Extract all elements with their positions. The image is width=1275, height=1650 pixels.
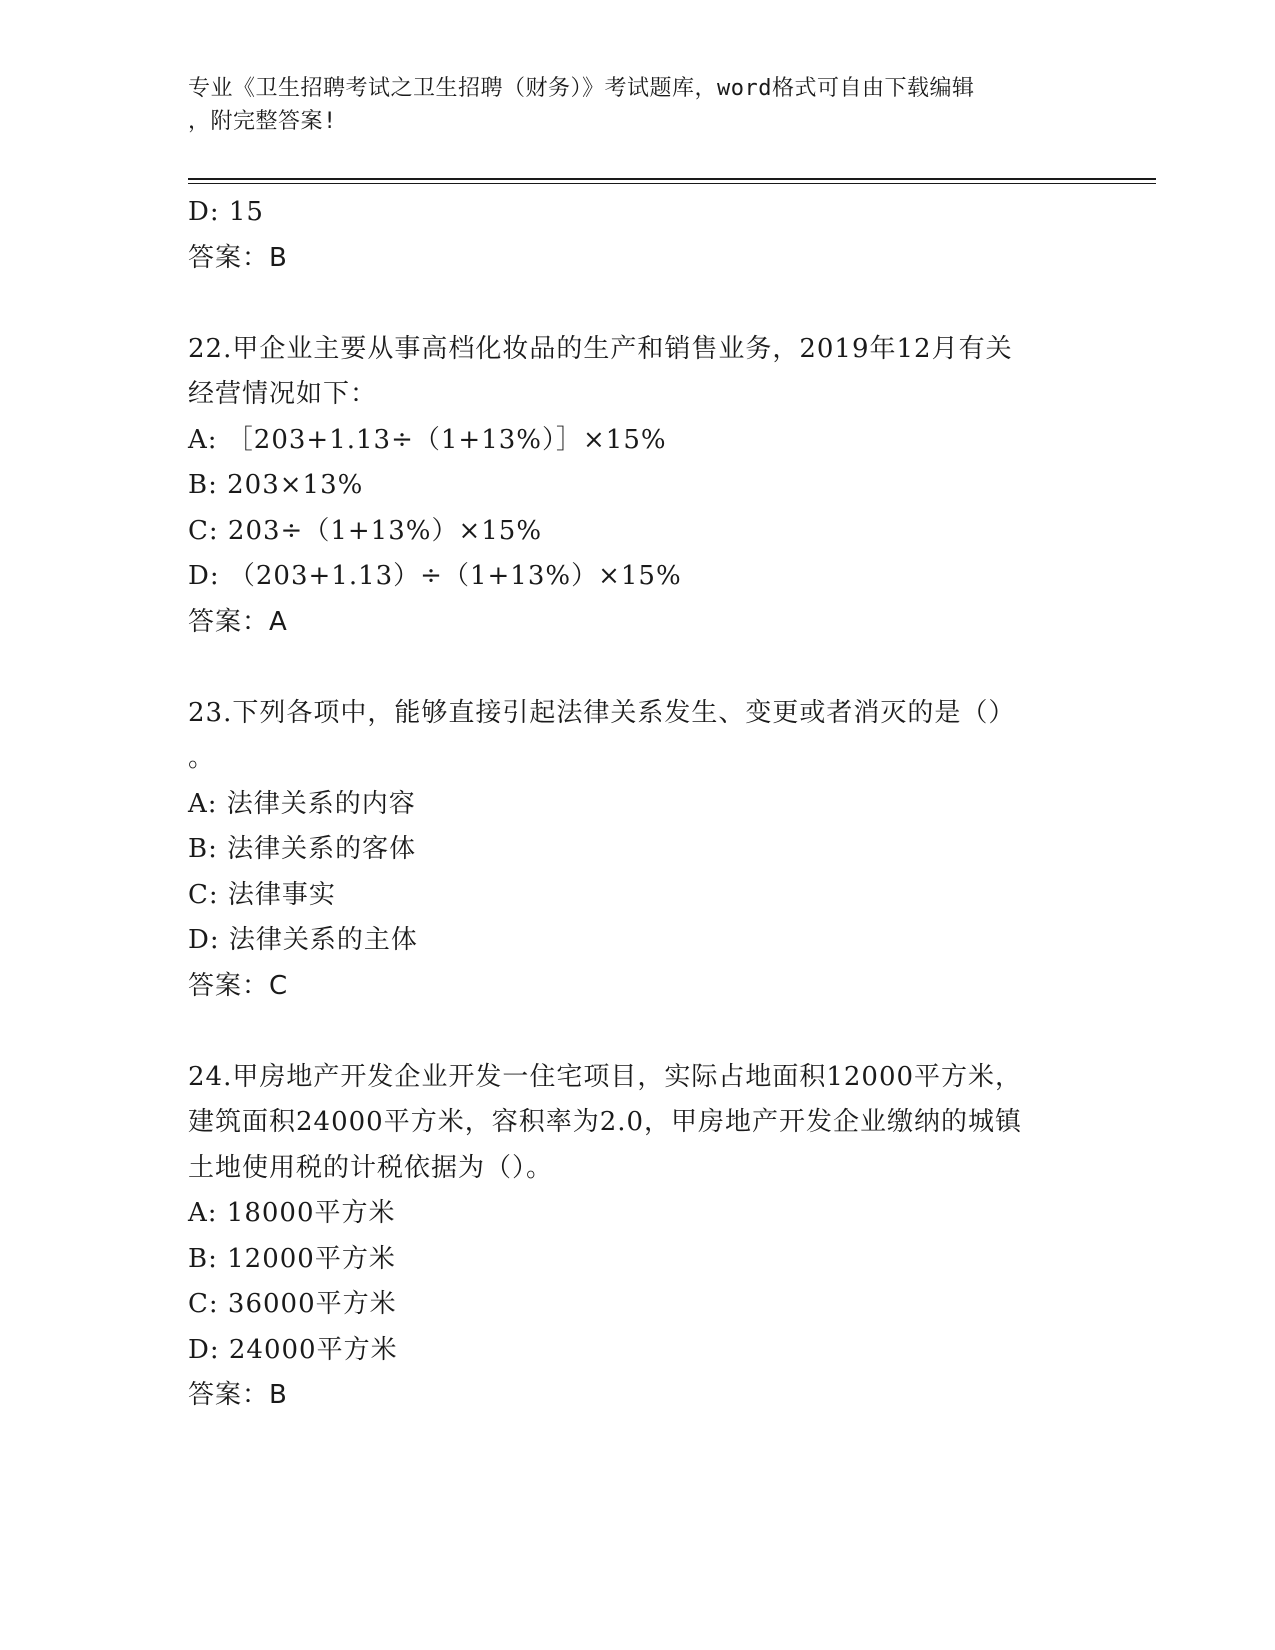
question-text-line: 土地使用税的计税依据为（）。	[188, 1152, 554, 1183]
question-24	[188, 1055, 1088, 1419]
header-divider-thin	[188, 183, 1156, 184]
question-text-line: 24.甲房地产开发企业开发一住宅项目，实际占地面积12000平方米，	[188, 1061, 1023, 1092]
prev-option-d: D: 15	[188, 197, 264, 227]
answer-line: 答案：C	[188, 970, 289, 1001]
option-b: B: 203×13%	[188, 470, 364, 500]
question-text-line: 22.甲企业主要从事高档化妆品的生产和销售业务，2019年12月有关	[188, 333, 1013, 364]
option-d: D: 24000平方米	[188, 1334, 398, 1365]
option-c: C: 36000平方米	[188, 1289, 397, 1319]
question-22	[188, 327, 1088, 646]
question-text-line: 23.下列各项中，能够直接引起法律关系发生、变更或者消灭的是（）	[188, 697, 1016, 728]
page-header	[188, 72, 1068, 138]
option-a: A: ［203+1.13÷（1+13%）］×15%	[188, 424, 667, 455]
question-text-line: 。	[188, 743, 216, 773]
option-a: A: 18000平方米	[188, 1198, 396, 1228]
option-c: C: 203÷（1+13%）×15%	[188, 515, 543, 546]
spacer	[188, 281, 1088, 327]
option-d: D: （203+1.13）÷（1+13%）×15%	[188, 561, 682, 591]
spacer	[188, 645, 1088, 691]
answer-line: 答案：B	[188, 1380, 288, 1410]
option-d: D: 法律关系的主体	[188, 925, 418, 955]
question-23	[188, 691, 1088, 1010]
option-a: A: 法律关系的内容	[188, 788, 416, 819]
prev-answer: 答案：B	[188, 242, 288, 273]
question-text-line: 建筑面积24000平方米，容积率为2.0，甲房地产开发企业缴纳的城镇	[188, 1107, 1023, 1137]
option-b: B: 12000平方米	[188, 1243, 396, 1274]
document-body	[188, 190, 1088, 1419]
spacer	[188, 1009, 1088, 1055]
question-text-line: 经营情况如下：	[188, 379, 378, 409]
header-divider-thick	[188, 178, 1156, 180]
header-line-1: 专业《卫生招聘考试之卫生招聘（财务）》考试题库，word格式可自由下载编辑	[188, 76, 975, 101]
header-line-2: ，附完整答案!	[188, 109, 337, 134]
option-b: B: 法律关系的客体	[188, 834, 417, 864]
answer-line: 答案：A	[188, 606, 288, 637]
option-c: C: 法律事实	[188, 879, 336, 910]
